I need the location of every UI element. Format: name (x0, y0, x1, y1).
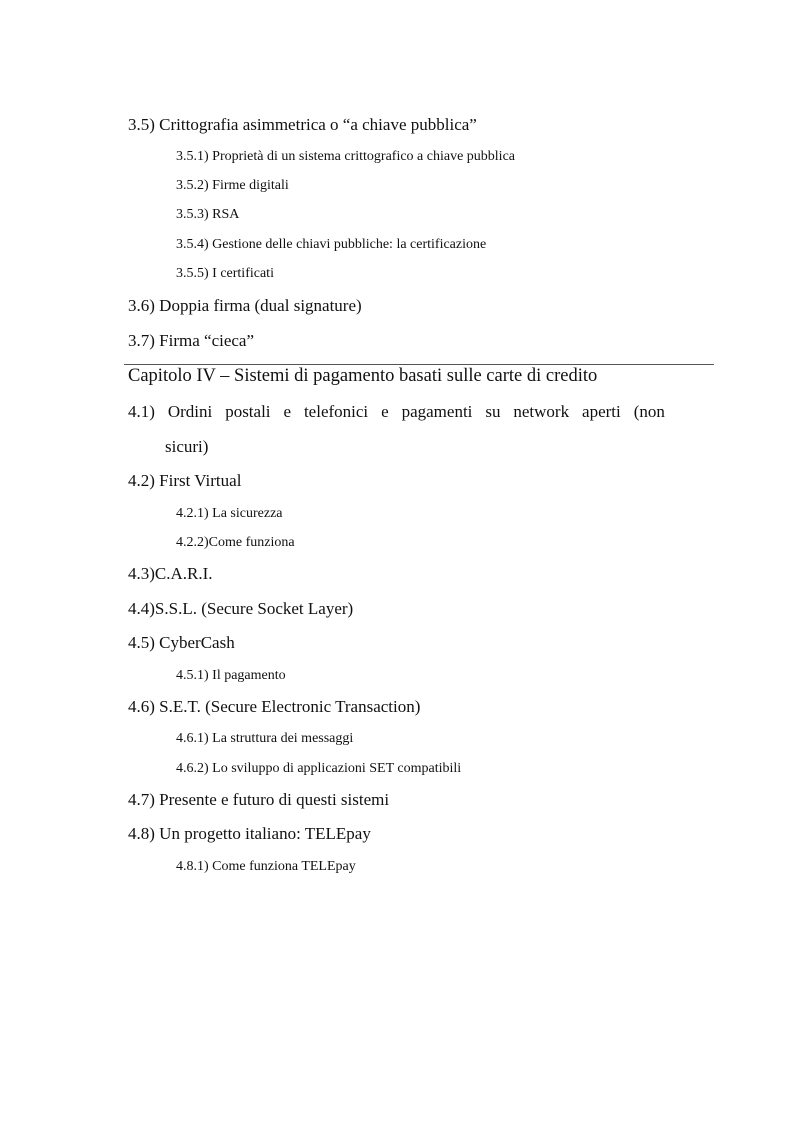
toc-entry-4-3: 4.3)C.A.R.I. (128, 564, 213, 583)
toc-entry-3-5-4: 3.5.4) Gestione delle chiavi pubbliche: la certificazione (176, 237, 487, 252)
toc-entry-4-2-1: 4.2.1) La sicurezza (176, 506, 283, 521)
toc-entry-4-8: 4.8) Un progetto italiano: TELEpay (128, 824, 371, 843)
toc-word: e (381, 402, 389, 421)
toc-entry-3-5-2: 3.5.2) Firme digitali (176, 178, 289, 193)
toc-entry-4-6: 4.6) S.E.T. (Secure Electronic Transaction) (128, 697, 421, 716)
chapter-4-title: Capitolo IV – Sistemi di pagamento basati sulle carte di credito (128, 366, 598, 386)
toc-entry-4-6-2: 4.6.2) Lo sviluppo di applicazioni SET compatibili (176, 761, 462, 776)
toc-entry-3-5-1: 3.5.1) Proprietà di un sistema crittografico a chiave pubblica (176, 149, 516, 164)
toc-word: telefonici (303, 402, 369, 421)
toc-entry-4-5-1: 4.5.1) Il pagamento (176, 668, 286, 683)
toc-entry-4-1-continued: sicuri) (165, 437, 209, 456)
toc-word: postali (225, 402, 271, 421)
toc-entry-4-1 (128, 402, 665, 422)
toc-word: pagamenti (401, 402, 473, 421)
toc-word: 4.1) (128, 402, 155, 421)
toc-word: (non (633, 402, 665, 421)
toc-entry-4-2-2: 4.2.2)Come funziona (176, 535, 295, 550)
toc-entry-3-5-5: 3.5.5) I certificati (176, 266, 274, 281)
toc-word: network (513, 402, 570, 421)
toc-entry-3-6: 3.6) Doppia firma (dual signature) (128, 296, 362, 315)
toc-word: Ordini (167, 402, 213, 421)
toc-word: su (485, 402, 501, 421)
toc-entry-3-7: 3.7) Firma “cieca” (128, 331, 255, 350)
toc-word: aperti (582, 402, 621, 421)
toc-entry-4-5: 4.5) CyberCash (128, 633, 235, 652)
toc-entry-4-6-1: 4.6.1) La struttura dei messaggi (176, 731, 354, 746)
toc-entry-3-5: 3.5) Crittografia asimmetrica o “a chiave pubblica” (128, 115, 477, 134)
toc-entry-3-5-3: 3.5.3) RSA (176, 207, 240, 222)
section-divider (124, 364, 714, 365)
toc-entry-4-8-1: 4.8.1) Come funziona TELEpay (176, 859, 356, 874)
toc-entry-4-7: 4.7) Presente e futuro di questi sistemi (128, 790, 390, 809)
toc-entry-4-2: 4.2) First Virtual (128, 471, 242, 490)
toc-entry-4-4: 4.4)S.S.L. (Secure Socket Layer) (128, 599, 354, 618)
toc-word: e (283, 402, 292, 421)
